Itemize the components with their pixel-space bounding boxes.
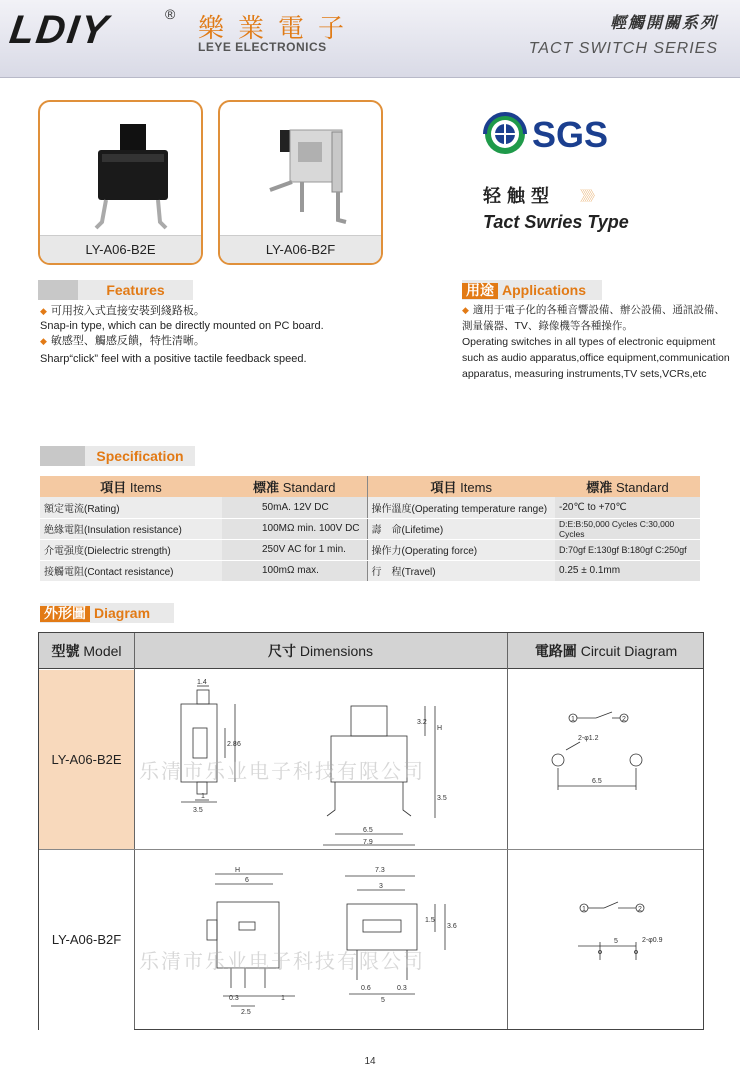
page-header (0, 0, 740, 78)
applications-title-cn: 用途 (462, 283, 498, 299)
svg-text:0.3: 0.3 (229, 995, 239, 1002)
watermark: 乐清市乐业电子科技有限公司 (139, 759, 425, 783)
watermark: 乐清市乐业电子科技有限公司 (139, 949, 425, 973)
svg-text:2-φ1.2: 2-φ1.2 (578, 735, 599, 742)
svg-text:0.6: 0.6 (361, 985, 371, 992)
spec-table (40, 476, 700, 582)
product-photo-b2e (40, 102, 203, 242)
feature-line: Snap-in type, which can be directly mounted on PC board. (40, 320, 324, 332)
application-line: such as audio apparatus,office equipment,communication (462, 352, 730, 364)
model-header: 型號 Model (51, 643, 122, 659)
registered-mark: ® (165, 6, 176, 22)
circuit-header: 電路圖 Circuit Diagram (534, 643, 678, 659)
circuit-diagram-b2e (508, 670, 704, 849)
spec-row: 接觸電阻(Contact resistance) 100mΩ max. 行 程(Travel) 0.25 ± 0.1mm (40, 560, 700, 581)
product-card-b2f (218, 100, 383, 265)
diagram-header-row (39, 633, 703, 669)
model-cell: LY-A06-B2F (39, 850, 134, 1030)
feature-line: Sharp“click” feel with a positive tactile feedback speed. (40, 353, 307, 365)
type-title-cn: 轻触型 (483, 186, 555, 207)
svg-text:H: H (235, 867, 241, 874)
company-name-en: LEYE ELECTRONICS (198, 40, 327, 54)
svg-text:0.3: 0.3 (397, 985, 407, 992)
product-photo-b2f (220, 102, 383, 242)
company-logo: LDIY (6, 8, 113, 52)
svg-text:6.5: 6.5 (592, 778, 602, 785)
svg-text:1: 1 (201, 793, 205, 800)
svg-text:2.8: 2.8 (227, 741, 237, 748)
spec-header-row: 項目 Items 標准 Standard 項目 Items 標准 Standard (40, 476, 700, 497)
specification-title: Specification (85, 446, 195, 466)
svg-text:6.5: 6.5 (363, 827, 373, 834)
svg-text:3.5: 3.5 (193, 807, 203, 814)
circuit-diagram-b2f (508, 850, 704, 1030)
product-caption: LY-A06-B2E (40, 235, 201, 263)
applications-header (462, 280, 612, 300)
spec-row: 絶緣電阻(Insulation resistance) 100MΩ min. 100V DC 壽 命(Lifetime) D:E:B:50,000 Cycles C:30,000 Cycles (40, 518, 700, 539)
product-caption: LY-A06-B2F (220, 235, 381, 263)
chevron-icon: 》》》 (580, 188, 599, 204)
svg-text:1: 1 (571, 716, 575, 723)
application-line: ◆ 適用于電子化的各種音響設備、辦公設備、通訊設備、 (462, 304, 725, 316)
spec-row: 額定電流(Rating) 50mA. 12V DC 操作溫度(Operating temperature range) -20℃ to +70℃ (40, 497, 700, 518)
svg-text:2: 2 (638, 906, 642, 913)
svg-text:7.9: 7.9 (363, 839, 373, 846)
svg-text:6: 6 (245, 877, 249, 884)
features-text (40, 304, 440, 367)
product-card-b2e (38, 100, 203, 265)
svg-text:1: 1 (582, 906, 586, 913)
series-title-en: TACT SWITCH SERIES (528, 40, 718, 57)
dimensions-header: 尺寸 Dimensions (267, 643, 374, 659)
svg-text:7.3: 7.3 (375, 867, 385, 874)
spec-row: 介電强度(Dielectric strength) 250V AC for 1 min. 操作力(Operating force) D:70gf E:130gf B:180gf C:250gf (40, 539, 700, 560)
diagram-title-cn: 外形圖 (40, 606, 90, 622)
feature-line: ◆ 敏感型、觸感反饋，特性清晰。 (40, 335, 205, 347)
series-title-cn: 輕觸開關系列 (609, 13, 718, 32)
svg-text:2-φ0.9: 2-φ0.9 (642, 937, 663, 944)
dimension-drawing-b2f (135, 850, 507, 1030)
svg-text:3.5: 3.5 (437, 795, 447, 802)
svg-text:H: H (437, 725, 443, 732)
sgs-text: SGS (532, 114, 609, 155)
feature-line: ◆ 可用按入式直接安裝到綫路板。 (40, 305, 205, 317)
svg-text:3.2: 3.2 (417, 719, 427, 726)
model-cell: LY-A06-B2E (39, 670, 134, 849)
svg-text:2: 2 (622, 716, 626, 723)
svg-text:1: 1 (281, 995, 285, 1002)
svg-text:5: 5 (381, 997, 385, 1004)
specification-header (40, 446, 200, 466)
features-header (38, 280, 208, 300)
sgs-logo (480, 110, 655, 165)
svg-text:6: 6 (237, 741, 241, 748)
type-title-en: Tact Swries Type (483, 212, 629, 232)
svg-text:2.5: 2.5 (241, 1009, 251, 1016)
page-number: 14 (364, 1056, 376, 1067)
application-line: apparatus, measuring instruments,TV sets,VCRs,etc (462, 368, 707, 380)
features-title: Features (78, 280, 193, 300)
applications-title: Applications (502, 282, 587, 298)
application-line: 測量儀器、TV、錄像機等各種操作。 (462, 320, 633, 332)
svg-text:1.4: 1.4 (197, 679, 207, 686)
diagram-header (40, 603, 180, 623)
svg-text:3.6: 3.6 (447, 923, 457, 930)
diagram-title: Diagram (94, 605, 151, 621)
svg-text:5: 5 (614, 938, 618, 945)
application-line: Operating switches in all types of electronic equipment (462, 336, 716, 348)
diagram-table (38, 632, 704, 1030)
applications-text (462, 302, 740, 382)
svg-text:3: 3 (379, 883, 383, 890)
company-name-cn: 樂業電子 (198, 14, 359, 44)
svg-text:1.5: 1.5 (425, 917, 435, 924)
